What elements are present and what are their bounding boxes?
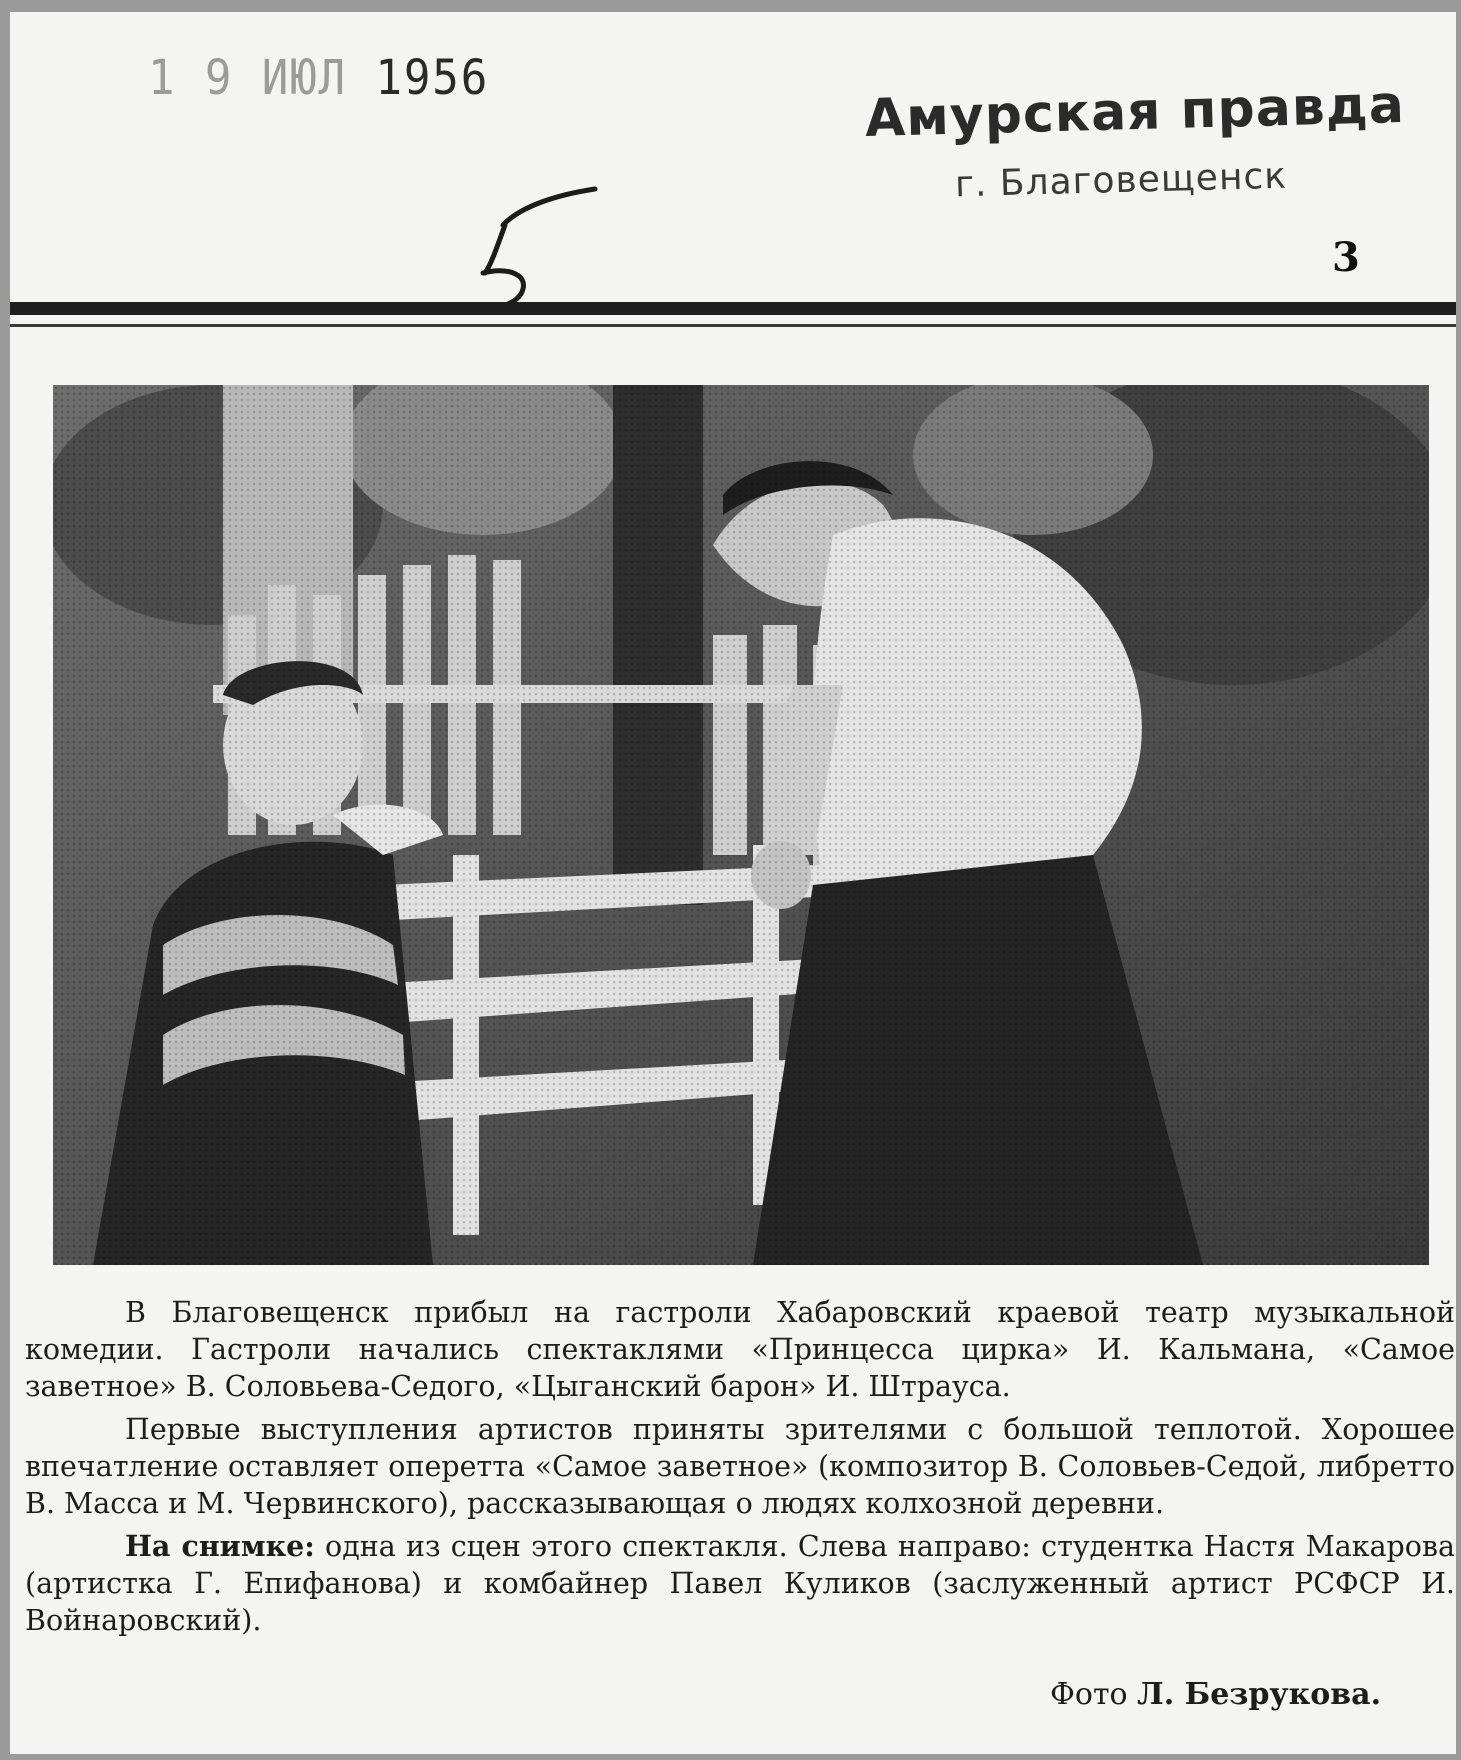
caption-body: одна из сцен этого спектакля. Слева направо: студентка Настя Макарова (артистка Г. Епифанова) и комбайнер Павел Куликов (заслуженный артист РСФСР И. Войнаровский). [25, 1530, 1455, 1637]
photo-caption [25, 1294, 1455, 1645]
newspaper-city-stamp: г. Благовещенск [954, 155, 1288, 206]
date-stamp-year: 1956 [375, 50, 490, 106]
photo-credit-name: Л. Безрукова. [1137, 1677, 1382, 1712]
date-stamp [148, 50, 489, 106]
newspaper-clipping [10, 12, 1456, 1754]
page-number: 3 [1332, 234, 1360, 281]
caption-paragraph: Первые выступления артистов приняты зрителями с большой теплотой. Хорошее впечатление оставляет оперетта «Самое заветное» (композитор В. Соловьев-Седой, либретто В. Масса и М. Червинского), рассказывающая о людях колхозной деревни. [25, 1413, 1455, 1520]
header-rule-thick [10, 302, 1456, 315]
caption-lead: На снимке: [125, 1529, 315, 1563]
photo-credit [1050, 1677, 1381, 1712]
stage-photo [53, 385, 1429, 1265]
stage-photo-image [53, 385, 1429, 1265]
caption-paragraph [25, 1528, 1455, 1639]
date-stamp-day-month: 1 9 ИЮЛ [148, 50, 347, 106]
header-rule-thin [10, 324, 1456, 327]
handwritten-mark [475, 177, 625, 317]
photo-credit-prefix: Фото [1050, 1677, 1128, 1712]
newspaper-name-stamp: Амурская правда [864, 74, 1406, 150]
caption-paragraph: В Благовещенск прибыл на гастроли Хабаровский краевой театр музыкальной комедии. Гастроли начались спектаклями «Принцесса цирка» И. Кальмана, «Самое заветное» В. Соловьева-Седого, «Цыганский барон» И. Штрауса. [25, 1296, 1455, 1403]
